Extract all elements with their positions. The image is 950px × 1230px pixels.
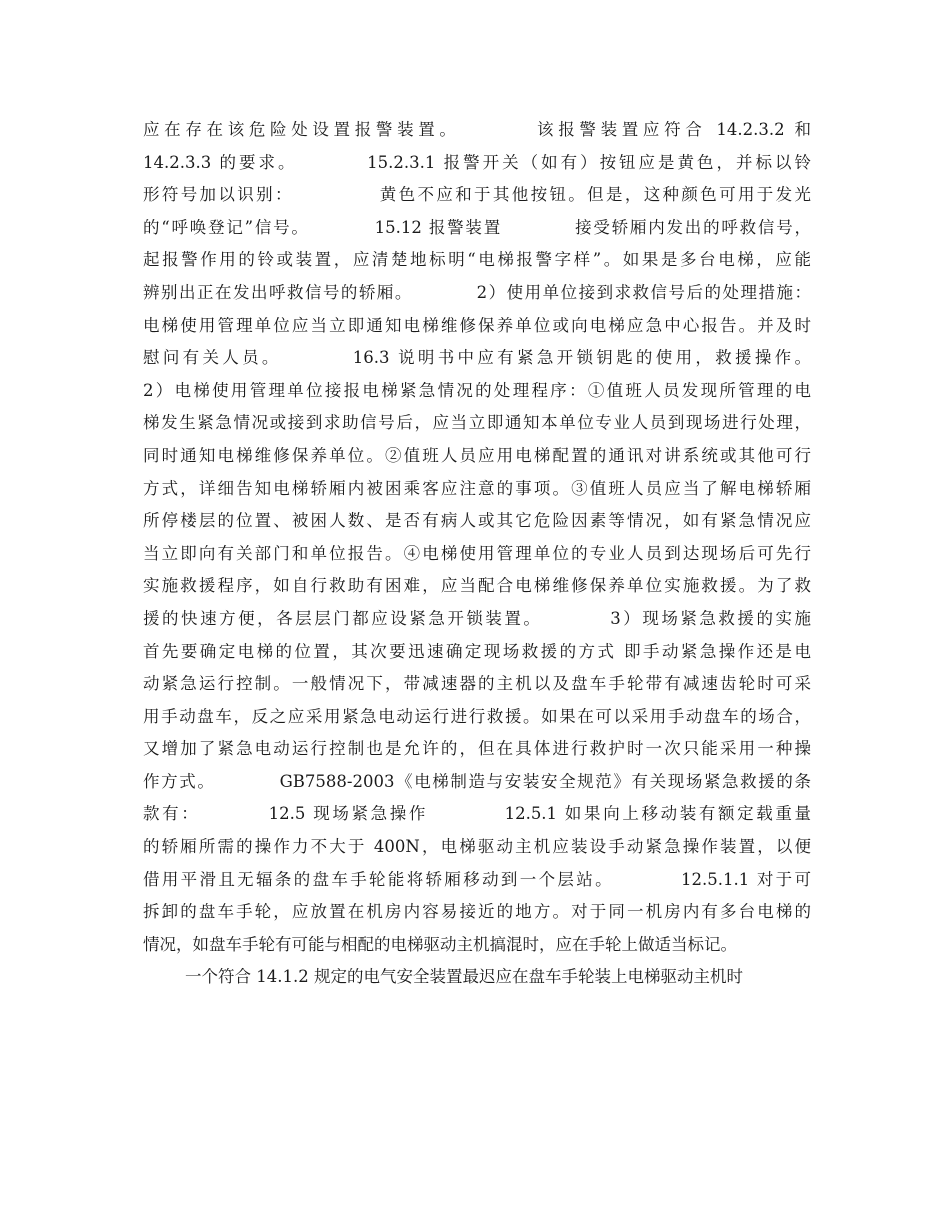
text-line: 情况，如盘车手轮有可能与相配的电梯驱动主机搞混时，应在手轮上做适当标记。 (143, 934, 737, 954)
text-line: 首先要确定电梯的位置，其次要迅速确定现场救援的方式 即手动紧急操作还是电 (143, 641, 811, 661)
text-line: 2）电梯使用管理单位接报电梯紧急情况的处理程序：①值班人员发现所管理的电 (143, 380, 811, 400)
text-line: 作方式。 GB7588-2003《电梯制造与安装安全规范》有关现场紧急救援的条 (143, 771, 811, 791)
text-line: 动紧急运行控制。一般情况下，带减速器的主机以及盘车手轮带有减速齿轮时可采 (143, 674, 811, 694)
text-line: 用手动盘车，反之应采用紧急电动运行进行救援。如果在可以采用手动盘车的场合， (143, 706, 811, 726)
text-line: 梯发生紧急情况或接到求助信号后，应当立即通知本单位专业人员到现场进行处理， (143, 413, 811, 433)
text-line: 当立即向有关部门和单位报告。④电梯使用管理单位的专业人员到达现场后可先行 (143, 543, 811, 563)
text-line: 借用平滑且无辐条的盘车手轮能将轿厢移动到一个层站。 12.5.1.1 对于可 (143, 869, 811, 889)
text-line-indented: 一个符合 14.1.2 规定的电气安全装置最迟应在盘车手轮装上电梯驱动主机时 (185, 967, 743, 987)
text-line: 所停楼层的位置、被困人数、是否有病人或其它危险因素等情况，如有紧急情况应 (143, 511, 811, 531)
text-line: 应在存在该危险处设置报警装置。 该报警装置应符合 14.2.3.2 和 (143, 120, 811, 139)
text-line: 电梯使用管理单位应当立即通知电梯维修保养单位或向电梯应急中心报告。并及时 (143, 315, 811, 335)
text-line: 的轿厢所需的操作力不大于 400N，电梯驱动主机应装设手动紧急操作装置，以便 (143, 837, 811, 857)
text-line: 同时通知电梯维修保养单位。②值班人员应用电梯配置的通讯对讲系统或其他可行 (143, 445, 811, 465)
text-line: 拆卸的盘车手轮，应放置在机房内容易接近的地方。对于同一机房内有多台电梯的 (143, 902, 811, 922)
text-line: 的“呼唤登记”信号。 15.12 报警装置 接受轿厢内发出的呼救信号， (143, 217, 811, 237)
body-text (143, 114, 811, 994)
text-line: 慰问有关人员。 16.3 说明书中应有紧急开锁钥匙的使用，救援操作。 (143, 348, 811, 368)
text-line: 14.2.3.3 的要求。 15.2.3.1 报警开关（如有）按钮应是黄色，并标以铃 (143, 152, 811, 172)
text-line: 形符号加以识别： 黄色不应和于其他按钮。但是，这种颜色可用于发光 (143, 185, 811, 205)
text-line: 款有： 12.5 现场紧急操作 12.5.1 如果向上移动装有额定载重量 (143, 804, 811, 824)
text-line: 实施救援程序，如自行救助有困难，应当配合电梯维修保养单位实施救援。为了救 (143, 576, 811, 596)
text-line: 起报警作用的铃或装置，应清楚地标明“电梯报警字样”。如果是多台电梯，应能 (143, 250, 811, 270)
text-line: 方式，详细告知电梯轿厢内被困乘客应注意的事项。③值班人员应当了解电梯轿厢 (143, 478, 811, 498)
text-line: 辨别出正在发出呼救信号的轿厢。 2）使用单位接到求救信号后的处理措施： (143, 282, 811, 302)
text-line: 又增加了紧急电动运行控制也是允许的，但在具体进行救护时一次只能采用一种操 (143, 739, 811, 759)
text-line: 援的快速方便，各层层门都应设紧急开锁装置。 3）现场紧急救援的实施 (143, 608, 811, 628)
